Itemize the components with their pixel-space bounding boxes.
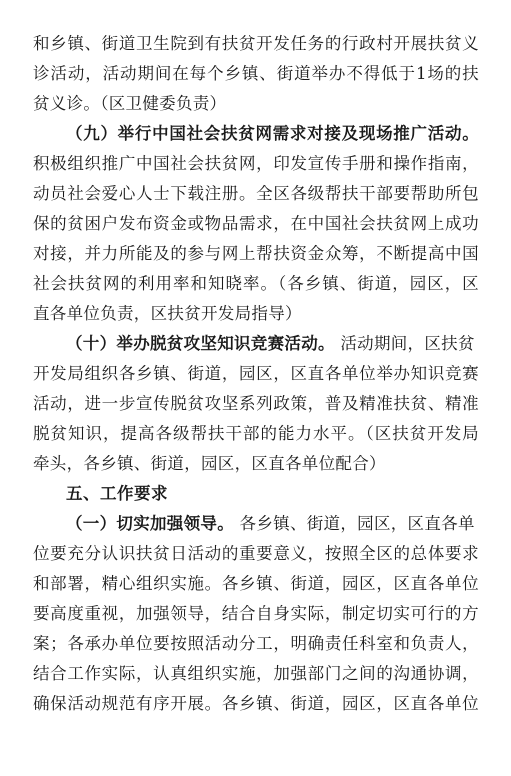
body-text-line: 直各单位负责，区扶贫开发局指导） xyxy=(33,304,302,323)
body-text-line: 开发局组织各乡镇、街道，园区，区直各单位举办知识竞赛 xyxy=(33,364,479,383)
body-text-line: 活动，进一步宣传脱贫攻坚系列政策，普及精准扶贫、精准 xyxy=(33,394,479,413)
body-text-line: 和乡镇、街道卫生院到有扶贫开发任务的行政村开展扶贫义 xyxy=(33,34,479,53)
body-text-line: 案；各承办单位要按照活动分工，明确责任科室和负责人， xyxy=(33,634,479,653)
body-text-line: 贫义诊。（区卫健委负责） xyxy=(33,94,227,113)
body-text-line: 要高度重视，加强领导，结合自身实际，制定切实可行的方 xyxy=(33,604,479,623)
section-heading-10: （十）举办脱贫攻坚知识竞赛活动。 xyxy=(66,334,335,353)
body-text-line: 保的贫困户发布资金或物品需求，在中国社会扶贫网上成功 xyxy=(33,214,479,233)
subsection-1-first-line xyxy=(66,510,479,538)
body-text-line: 位要充分认识扶贫日活动的重要意义，按照全区的总体要求 xyxy=(33,544,479,563)
body-text-line: 和部署，精心组织实施。各乡镇、街道，园区，区直各单位 xyxy=(33,574,479,593)
body-text-line: 诊活动，活动期间在每个乡镇、街道举办不得低于1场的扶 xyxy=(33,64,479,83)
body-text-line: 动员社会爱心人士下载注册。全区各级帮扶干部要帮助所包 xyxy=(33,184,479,203)
body-text-line: 对接，并力所能及的参与网上帮扶资金众筹，不断提高中国 xyxy=(33,244,479,263)
body-text-line: 脱贫知识，提高各级帮扶干部的能力水平。（区扶贫开发局 xyxy=(33,424,479,443)
body-text-line: 结合工作实际，认真组织实施，加强部门之间的沟通协调， xyxy=(33,664,479,683)
body-text-line: 牵头，各乡镇、街道，园区，区直各单位配合） xyxy=(33,454,386,473)
chapter-heading: 五、工作要求 xyxy=(66,484,168,503)
body-text-line: 积极组织推广中国社会扶贫网，印发宣传手册和操作指南， xyxy=(33,154,479,173)
section-10-first-line xyxy=(66,330,479,358)
body-text-line: 确保活动规范有序开展。各乡镇、街道，园区，区直各单位 xyxy=(33,694,479,713)
body-text-fragment: 各乡镇、街道，园区，区直各单 xyxy=(239,514,475,533)
section-heading-9: （九）举行中国社会扶贫网需求对接及现场推广活动。 xyxy=(66,124,479,143)
subsection-heading-1: （一）切实加强领导。 xyxy=(66,514,234,533)
body-text-fragment: 活动期间，区扶贫 xyxy=(340,334,475,353)
body-text-line: 社会扶贫网的利用率和知晓率。（各乡镇、街道，园区，区 xyxy=(33,274,479,293)
